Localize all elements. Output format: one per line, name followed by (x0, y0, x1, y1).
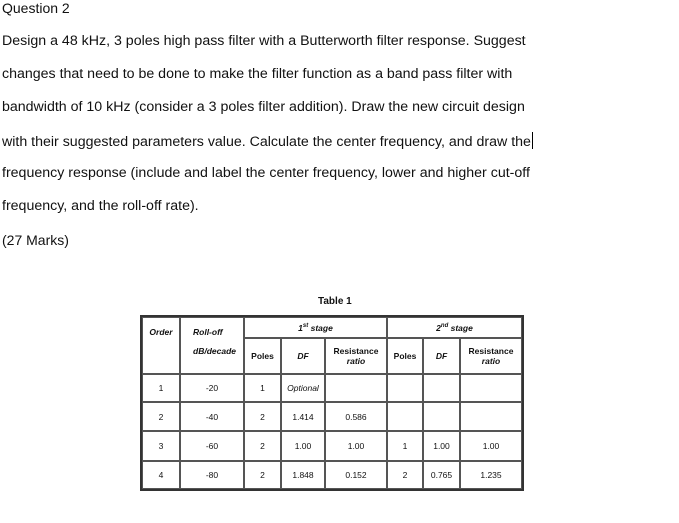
question-line-2: changes that need to be done to make the filter function as a band pass filter with (2, 66, 513, 82)
header-rolloff-line2: dB/decade (193, 346, 236, 356)
cell-poles-2 (387, 402, 423, 431)
filter-stage-table (140, 315, 524, 491)
header-stage1-sup: st (302, 322, 309, 329)
header-res-1-line2: ratio (346, 356, 366, 366)
header-order: Order (142, 317, 180, 374)
header-stage1-word: stage (308, 322, 333, 333)
question-marks: (27 Marks) (2, 232, 69, 248)
cell-res-1: 0.152 (325, 461, 387, 489)
cell-poles-1: 2 (244, 402, 281, 431)
cell-order: 3 (142, 431, 180, 461)
header-df-2: DF (423, 338, 460, 374)
header-res-2-line1: Resistance (468, 346, 514, 356)
table-caption: Table 1 (318, 296, 352, 307)
header-stage2 (387, 317, 522, 338)
cell-poles-2: 1 (387, 431, 423, 461)
cell-rolloff: -60 (180, 431, 244, 461)
cell-rolloff: -20 (180, 374, 244, 402)
question-line-5: frequency response (include and label the center frequency, lower and higher cut-off (2, 165, 530, 181)
cell-df-1: 1.848 (281, 461, 325, 489)
cell-res-2: 1.235 (460, 461, 522, 489)
cell-res-1: 0.586 (325, 402, 387, 431)
cell-poles-2 (387, 374, 423, 402)
table-row (142, 402, 522, 431)
header-poles-2: Poles (387, 338, 423, 374)
cell-order: 4 (142, 461, 180, 489)
header-res-2 (460, 338, 522, 374)
cell-poles-1: 1 (244, 374, 281, 402)
header-stage1 (244, 317, 387, 338)
header-poles-1: Poles (244, 338, 281, 374)
cell-res-2 (460, 374, 522, 402)
cell-rolloff: -40 (180, 402, 244, 431)
header-stage1-num: 1 (298, 322, 303, 333)
header-stage2-word: stage (448, 322, 473, 333)
header-stage2-num: 2 (436, 322, 441, 333)
header-res-1-line1: Resistance (333, 346, 379, 356)
cell-df-2: 0.765 (423, 461, 460, 489)
question-line-1: Design a 48 kHz, 3 poles high pass filter with a Butterworth filter response. Suggest (2, 33, 526, 49)
question-line-3: bandwidth of 10 kHz (consider a 3 poles filter addition). Draw the new circuit design (2, 99, 525, 115)
cell-res-1 (325, 374, 387, 402)
cell-poles-1: 2 (244, 431, 281, 461)
header-res-2-line2: ratio (481, 356, 501, 366)
question-line-4: with their suggested parameters value. Calculate the center frequency, and draw the (2, 134, 531, 150)
text-cursor (532, 132, 533, 149)
header-stage2-sup: nd (440, 322, 449, 329)
question-title: Question 2 (2, 0, 70, 16)
cell-order: 2 (142, 402, 180, 431)
cell-df-1: 1.00 (281, 431, 325, 461)
cell-res-2 (460, 402, 522, 431)
table-row (142, 374, 522, 402)
cell-res-1: 1.00 (325, 431, 387, 461)
cell-poles-1: 2 (244, 461, 281, 489)
table-row (142, 431, 522, 461)
header-res-1 (325, 338, 387, 374)
cell-res-2: 1.00 (460, 431, 522, 461)
header-df-1: DF (281, 338, 325, 374)
question-line-4-wrap (2, 132, 533, 150)
header-rolloff (180, 317, 244, 374)
table-row (142, 461, 522, 489)
cell-df-1: 1.414 (281, 402, 325, 431)
question-line-6: frequency, and the roll-off rate). (2, 198, 199, 214)
cell-df-2 (423, 374, 460, 402)
cell-df-1: Optional (281, 374, 325, 402)
cell-poles-2: 2 (387, 461, 423, 489)
cell-order: 1 (142, 374, 180, 402)
cell-df-2: 1.00 (423, 431, 460, 461)
cell-df-2 (423, 402, 460, 431)
cell-rolloff: -80 (180, 461, 244, 489)
header-rolloff-line1: Roll-off (193, 327, 223, 337)
